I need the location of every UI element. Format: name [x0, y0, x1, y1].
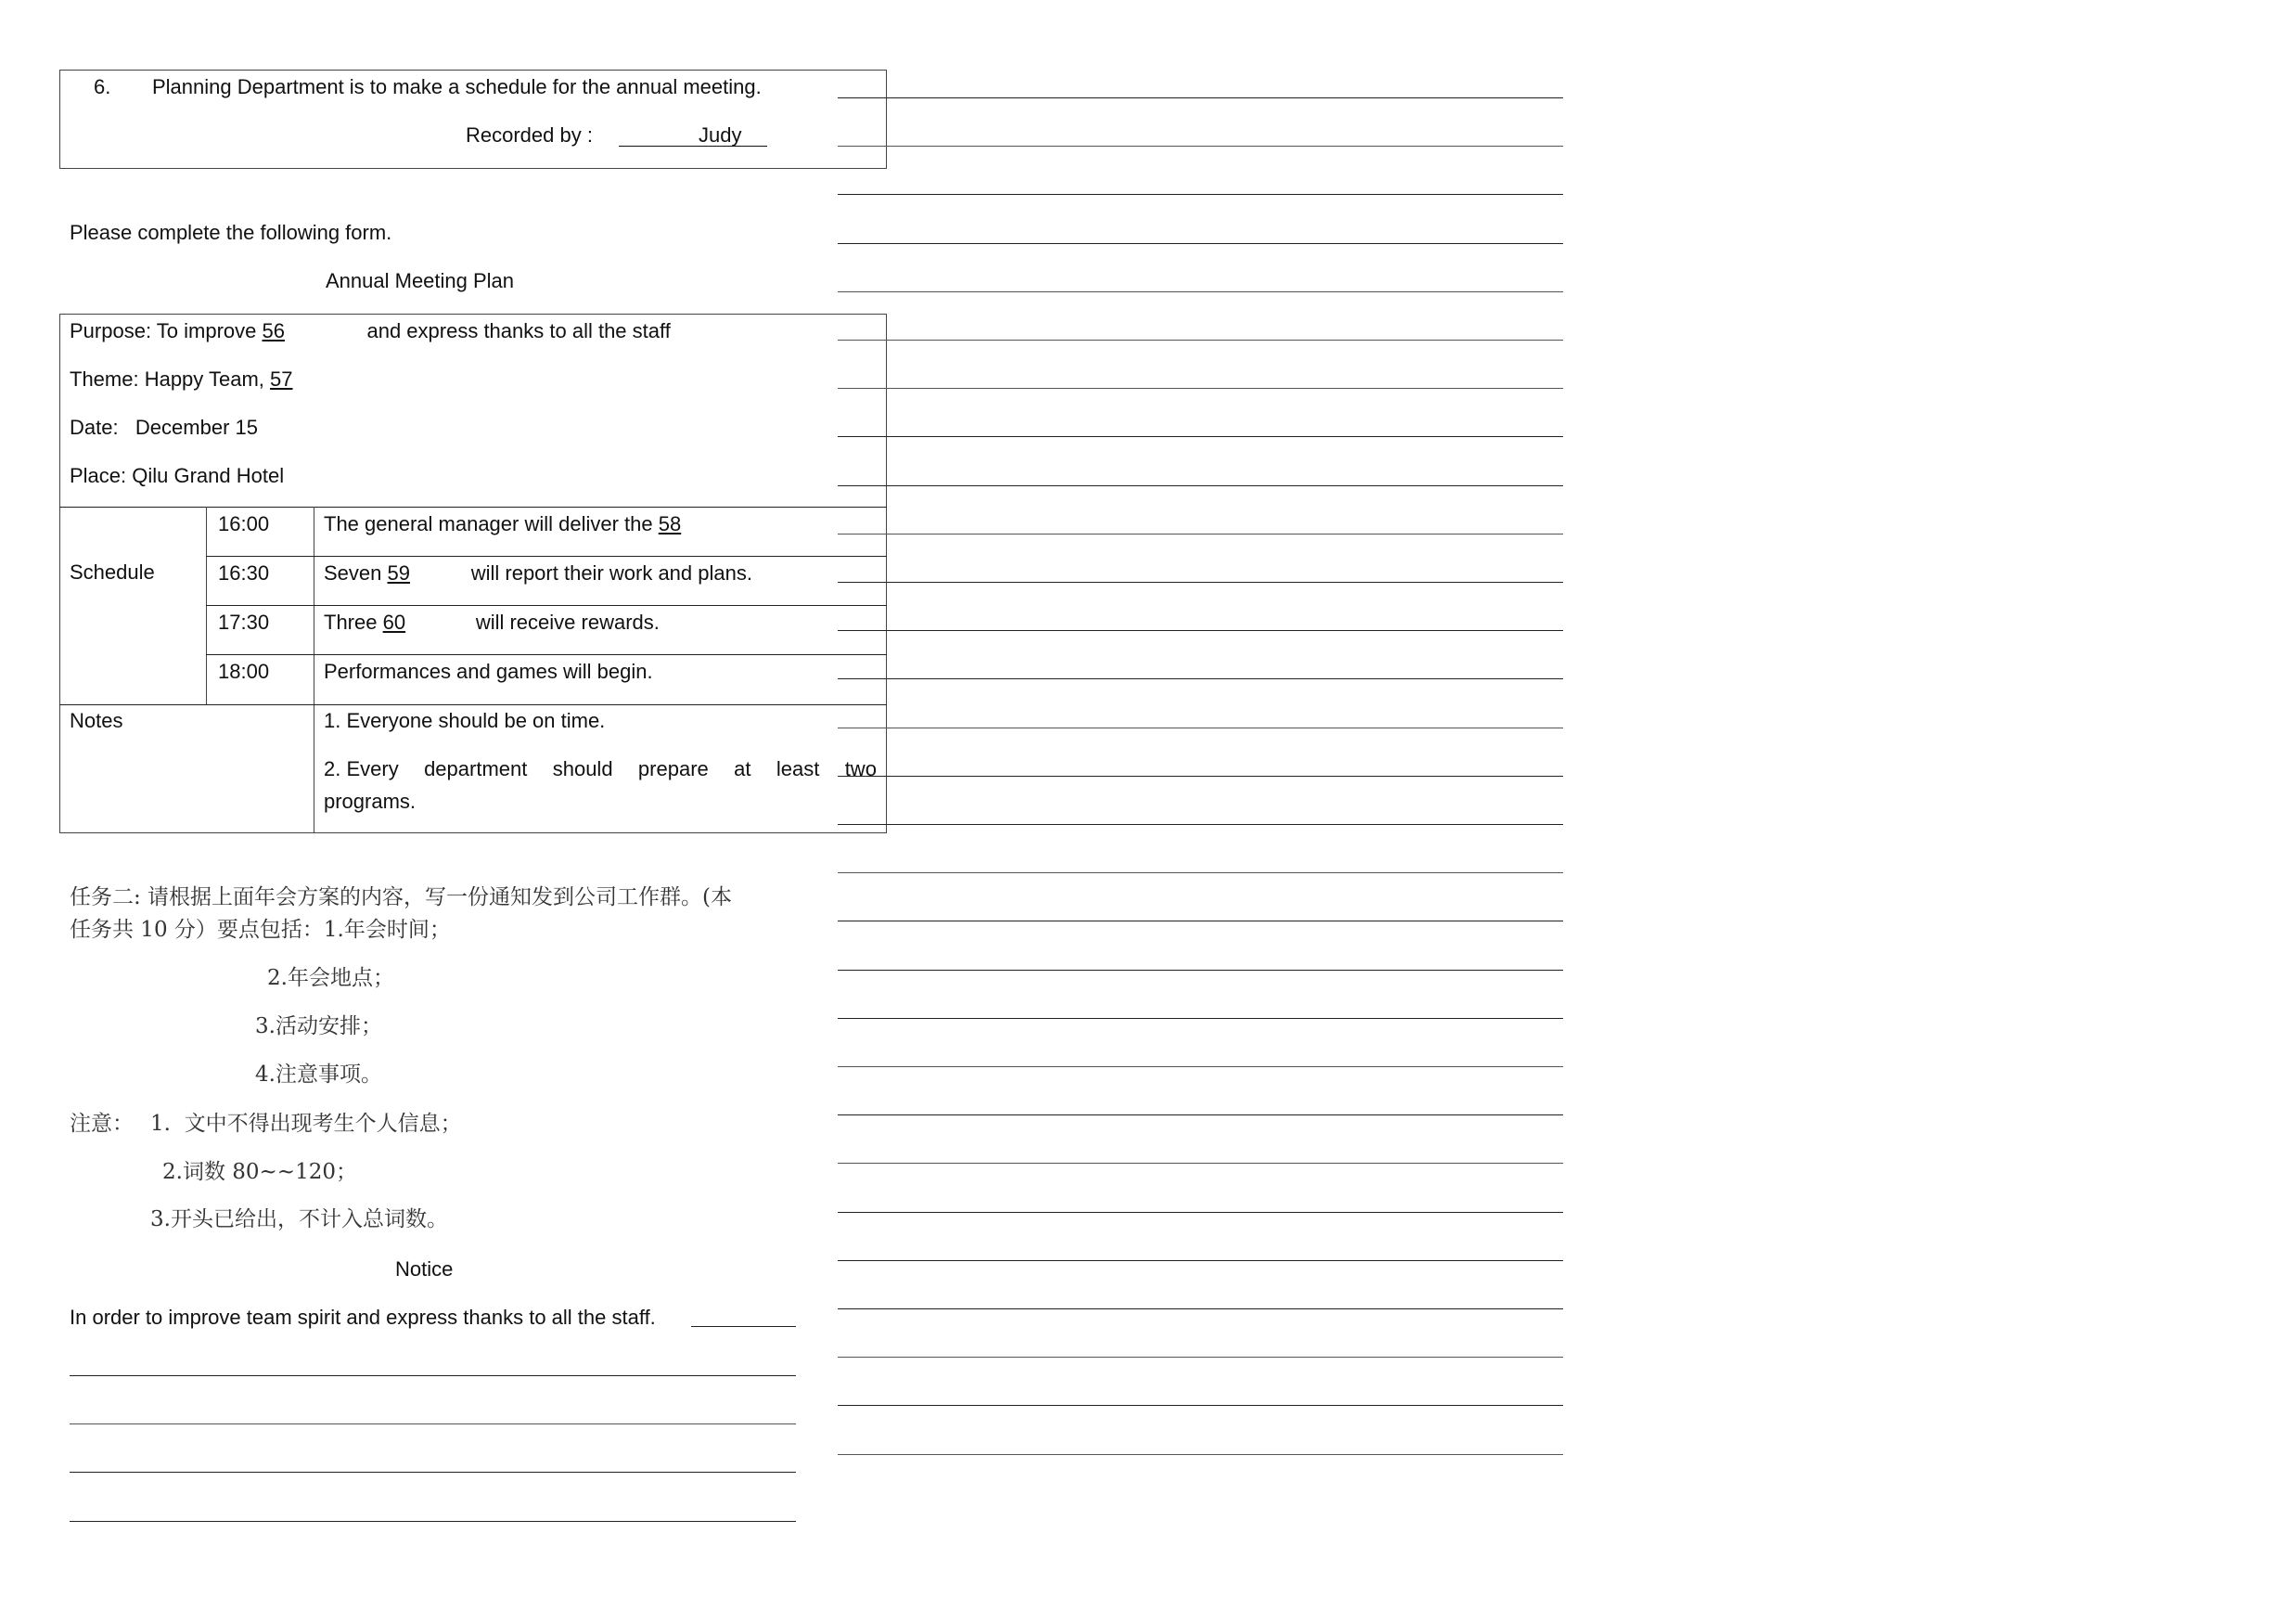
theme-blank: [270, 367, 352, 392]
notice-opening-blank: [691, 1326, 796, 1327]
writing-line: [70, 1423, 796, 1424]
writing-line: [838, 194, 1563, 195]
task2-note1: 1. 文中不得出现考生个人信息；: [150, 1112, 462, 1136]
writing-line: [838, 1114, 1563, 1115]
purpose-row: [70, 319, 671, 343]
purpose-blank-number: 56: [262, 319, 285, 342]
schedule-time: 17:30: [218, 611, 270, 634]
task2-point3: 3.活动安排；: [255, 1014, 382, 1038]
schedule-time: 16:00: [218, 512, 270, 535]
schedule-item-text: will receive rewards.: [464, 611, 660, 634]
purpose-blank: [262, 319, 366, 343]
schedule-item-text: Seven: [324, 561, 388, 585]
writing-line: [838, 630, 1563, 631]
task2-note-label: 注意：: [70, 1112, 134, 1136]
schedule-label: Schedule: [70, 560, 155, 584]
note-2-end: programs.: [324, 790, 417, 813]
place-row: Place: Qilu Grand Hotel: [70, 464, 285, 487]
item-text: Planning Department is to make a schedule for the annual meeting.: [152, 75, 762, 98]
schedule-item: [324, 611, 660, 635]
notes-label: Notes: [70, 709, 123, 732]
task2-note2: 2.词数 80~~120；: [162, 1160, 357, 1184]
writing-line: [70, 1521, 796, 1522]
task2-line1: 任务二: 请根据上面年会方案的内容，写一份通知发到公司工作群。(本: [70, 885, 733, 909]
note-2-word: prepare: [637, 757, 709, 780]
writing-line: [838, 1454, 1563, 1455]
notice-opening: In order to improve team spirit and express thanks to all the staff.: [70, 1306, 656, 1329]
writing-line: [838, 1357, 1563, 1358]
writing-line: [838, 1405, 1563, 1406]
notice-title: Notice: [395, 1257, 454, 1281]
note-1: 1. Everyone should be on time.: [324, 709, 606, 732]
writing-line: [838, 436, 1563, 437]
writing-line: [838, 1260, 1563, 1261]
notes-top-line: [59, 704, 887, 705]
writing-line: [838, 1066, 1563, 1067]
task2-point4: 4.注意事项。: [255, 1063, 382, 1087]
recorder-name: Judy: [699, 123, 742, 147]
writing-line: [838, 388, 1563, 389]
writing-line: [70, 1472, 796, 1473]
date-row: Date: December 15: [70, 416, 258, 439]
theme-row: [70, 367, 352, 392]
note-2-word: least: [776, 757, 820, 780]
schedule-row-line: [206, 605, 887, 606]
schedule-item: [324, 512, 729, 536]
writing-line: [838, 291, 1563, 292]
writing-line: [838, 582, 1563, 583]
note-2-word: department: [424, 757, 528, 780]
writing-line: [838, 824, 1563, 825]
schedule-item: Performances and games will begin.: [324, 660, 653, 683]
task2-line2: 任务共 10 分）要点包括：1.年会时间；: [70, 918, 451, 942]
schedule-time: 16:30: [218, 561, 270, 585]
blank-58: [659, 512, 729, 536]
writing-line: [838, 340, 1563, 341]
schedule-row-line: [206, 556, 887, 557]
note-2-word: at: [734, 757, 751, 780]
task2-note3: 3.开头已给出，不计入总词数。: [150, 1207, 448, 1231]
schedule-row-line: [206, 654, 887, 655]
recorded-by-label: Recorded by :: [466, 123, 593, 147]
note-2-word: should: [552, 757, 613, 780]
recorder-underline: [619, 146, 767, 147]
writing-line: [838, 97, 1563, 98]
note-2-line: [324, 757, 877, 781]
task2-point2: 2.年会地点；: [267, 966, 394, 990]
writing-line: [838, 1212, 1563, 1213]
note-2-word: 2. Every: [324, 757, 399, 780]
writing-line: [838, 1018, 1563, 1019]
writing-line: [838, 872, 1563, 873]
blank-number: 60: [382, 611, 406, 634]
purpose-suffix: and express thanks to all the staff: [366, 319, 671, 342]
schedule-time: 18:00: [218, 660, 270, 683]
writing-line: [70, 1375, 796, 1376]
writing-line: [838, 678, 1563, 679]
instruction-text: Please complete the following form.: [70, 221, 392, 244]
writing-line: [838, 1308, 1563, 1309]
blank-number: 59: [387, 561, 410, 585]
theme-prefix: Theme: Happy Team,: [70, 367, 271, 391]
theme-blank-number: 57: [270, 367, 293, 391]
writing-line: [838, 776, 1563, 777]
schedule-item-text: The general manager will deliver the: [324, 512, 659, 535]
blank-59: [388, 561, 460, 586]
item-number: 6.: [94, 75, 111, 98]
writing-line: [838, 1163, 1563, 1164]
blank-number: 58: [658, 512, 682, 535]
writing-line: [838, 243, 1563, 244]
schedule-item: [324, 561, 752, 586]
writing-line: [838, 146, 1563, 147]
schedule-top-line: [59, 507, 887, 508]
blank-60: [383, 611, 465, 635]
writing-line: [838, 534, 1563, 535]
schedule-item-text: Three: [324, 611, 383, 634]
plan-title: Annual Meeting Plan: [326, 269, 515, 292]
writing-line: [838, 970, 1563, 971]
note-2-word: two: [844, 757, 877, 780]
schedule-item-text: will report their work and plans.: [459, 561, 752, 585]
purpose-prefix: Purpose: To improve: [70, 319, 263, 342]
writing-line: [838, 485, 1563, 486]
